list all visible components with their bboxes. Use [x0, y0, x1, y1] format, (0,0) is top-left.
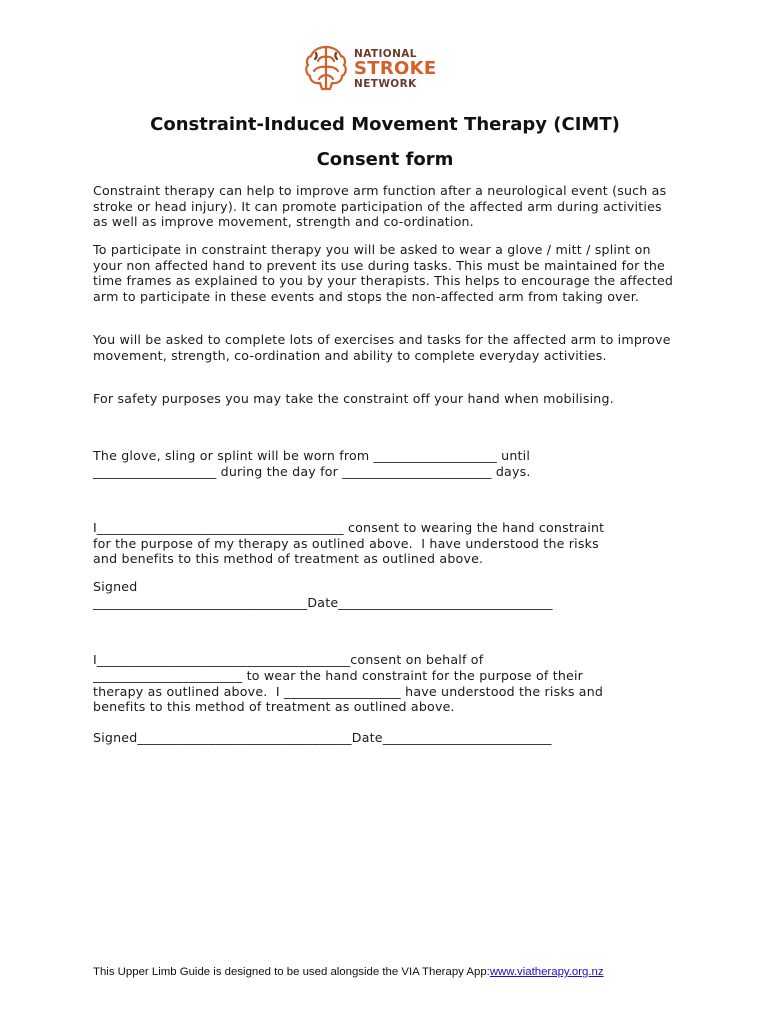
behalf-signature-date-line: Signed_________________________________Date__________________________ — [93, 730, 552, 745]
national-stroke-network-logo — [304, 41, 454, 97]
paragraph-intro: Constraint therapy can help to improve arm function after a neurological event (such as stroke or head injury). It can promote participation of the affected arm during activities as well as improve movement, strength and co-ordination. — [93, 183, 667, 230]
paragraph-participation: To participate in constraint therapy you will be asked to wear a glove / mitt / splint on your non affected hand to prevent its use during tasks. This must be maintained for the time frames as explained to you by your therapists. This helps to encourage the affected arm to participate in these events and stops the non-affected arm from taking over. — [93, 242, 674, 304]
signature-date-line: _________________________________Date_________________________________ — [93, 595, 553, 610]
self-consent-line-3: and benefits to this method of treatment as outlined above. — [93, 551, 484, 566]
footer — [93, 966, 604, 978]
logo-line-national: NATIONAL — [354, 47, 417, 60]
behalf-consent-line-1: I_______________________________________consent on behalf of — [93, 652, 484, 667]
footer-link[interactable]: www.viatherapy.org.nz — [489, 966, 604, 978]
self-consent-line-1: I______________________________________ consent to wearing the hand constraint — [93, 520, 605, 535]
paragraph-safety: For safety purposes you may take the constraint off your hand when mobilising. — [93, 391, 614, 406]
logo-line-network: NETWORK — [354, 78, 417, 90]
brain-icon — [304, 43, 348, 95]
document-title: Constraint-Induced Movement Therapy (CIMT) — [150, 114, 620, 135]
logo-line-stroke: STROKE — [354, 58, 437, 79]
footer-text: This Upper Limb Guide is designed to be used alongside the VIA Therapy App: — [93, 966, 490, 978]
self-consent-line-2: for the purpose of my therapy as outlined above. I have understood the risks — [93, 536, 599, 551]
behalf-consent-line-3: therapy as outlined above. I __________________ have understood the risks and — [93, 684, 604, 699]
behalf-consent-line-2: _______________________ to wear the hand constraint for the purpose of their — [93, 668, 584, 683]
signed-label: Signed — [93, 579, 138, 594]
paragraph-exercises: You will be asked to complete lots of exercises and tasks for the affected arm to improve movement, strength, co-ordination and ability to complete everyday activities. — [93, 332, 671, 363]
document-subtitle: Consent form — [316, 149, 454, 170]
wear-line-2: ___________________ during the day for _______________________ days. — [93, 464, 531, 479]
behalf-consent-line-4: benefits to this method of treatment as outlined above. — [93, 699, 455, 714]
wear-line-1: The glove, sling or splint will be worn from ___________________ until — [93, 448, 531, 463]
logo-wordmark — [354, 49, 436, 90]
